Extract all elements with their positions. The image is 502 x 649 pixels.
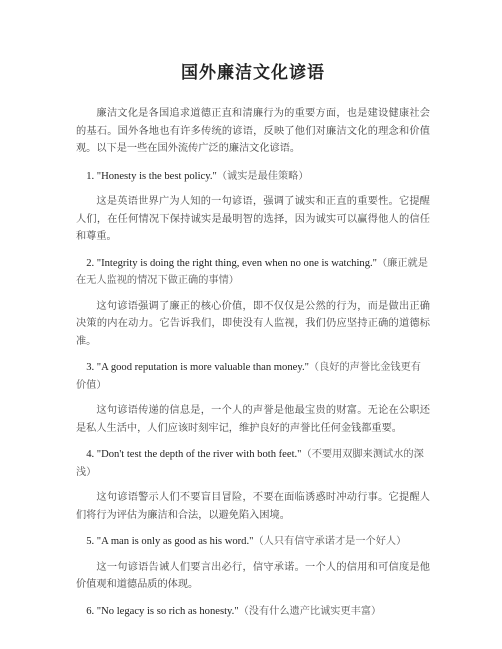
proverb-translation: （没有什么遗产比诚实更丰富） — [238, 605, 382, 617]
proverb-translation: （不要用双脚来测试水的深浅） — [76, 449, 424, 478]
document-title: 国外廉洁文化谚语 — [181, 63, 325, 83]
proverb-item — [76, 255, 430, 351]
proverb-translation: （良好的声誉比金钱更有价值） — [76, 362, 421, 391]
proverb-translation: （诚实是最佳策略） — [216, 170, 309, 182]
proverb-explanation: 这句谚语警示人们不要盲目冒险，不要在面临诱惑时冲动行事。它提醒人们将行为评估为廉洁和合法，以避免陷入困境。 — [76, 492, 430, 521]
proverb-heading — [76, 446, 430, 481]
proverb-item — [76, 359, 430, 437]
proverb-explanation: 这一句谚语告诫人们要言出必行，信守承诺。一个人的信用和可信度是他价值观和道德品质的体现。 — [76, 561, 430, 590]
proverb-english: 2. "Integrity is doing the right thing, even when no one is watching." — [86, 257, 377, 269]
proverb-heading — [76, 603, 430, 621]
proverb-heading — [76, 533, 430, 551]
proverb-item — [76, 533, 430, 594]
proverb-english: 4. "Don't test the depth of the river with both feet." — [86, 449, 302, 460]
proverb-heading — [76, 168, 430, 186]
proverb-english: 6. "No legacy is so rich as honesty." — [86, 605, 239, 617]
proverb-explanation: 这句谚语传递的信息是，一个人的声誉是他最宝贵的财富。无论在公职还是私人生活中，人们应该时刻牢记，维护良好的声誉比任何金钱都重要。 — [76, 405, 430, 434]
proverb-translation: （人只有信守承诺才是一个好人） — [253, 536, 407, 547]
proverb-english: 3. "A good reputation is more valuable than money." — [86, 362, 309, 373]
proverb-translation: （廉正就是在无人监视的情况下做正确的事情） — [76, 257, 428, 286]
proverb-explanation: 这句谚语强调了廉正的核心价值，即不仅仅是公然的行为，而是做出正确决策的内在动力。它告诉我们，即使没有人监视，我们仍应坚持正确的道德标准。 — [76, 300, 430, 347]
proverb-item — [76, 168, 430, 246]
intro-paragraph: 廉洁文化是各国追求道德正直和清廉行为的重要方面，也是建设健康社会的基石。国外各地也有许多传统的谚语，反映了他们对廉洁文化的理念和价值观。以下是一些在国外流传广泛的廉洁文化谚语。 — [76, 108, 430, 154]
proverb-english: 1. "Honesty is the best policy." — [86, 170, 217, 182]
proverb-heading — [76, 255, 430, 290]
proverb-heading — [76, 359, 430, 394]
proverb-explanation: 这是英语世界广为人知的一句谚语，强调了诚实和正直的重要性。它提醒人们，在任何情况下保持诚实是最明智的选择，因为诚实可以赢得他人的信任和尊重。 — [76, 196, 430, 242]
proverb-item — [76, 446, 430, 524]
proverb-english: 5. "A man is only as good as his word." — [86, 536, 254, 547]
proverb-item — [76, 603, 430, 621]
